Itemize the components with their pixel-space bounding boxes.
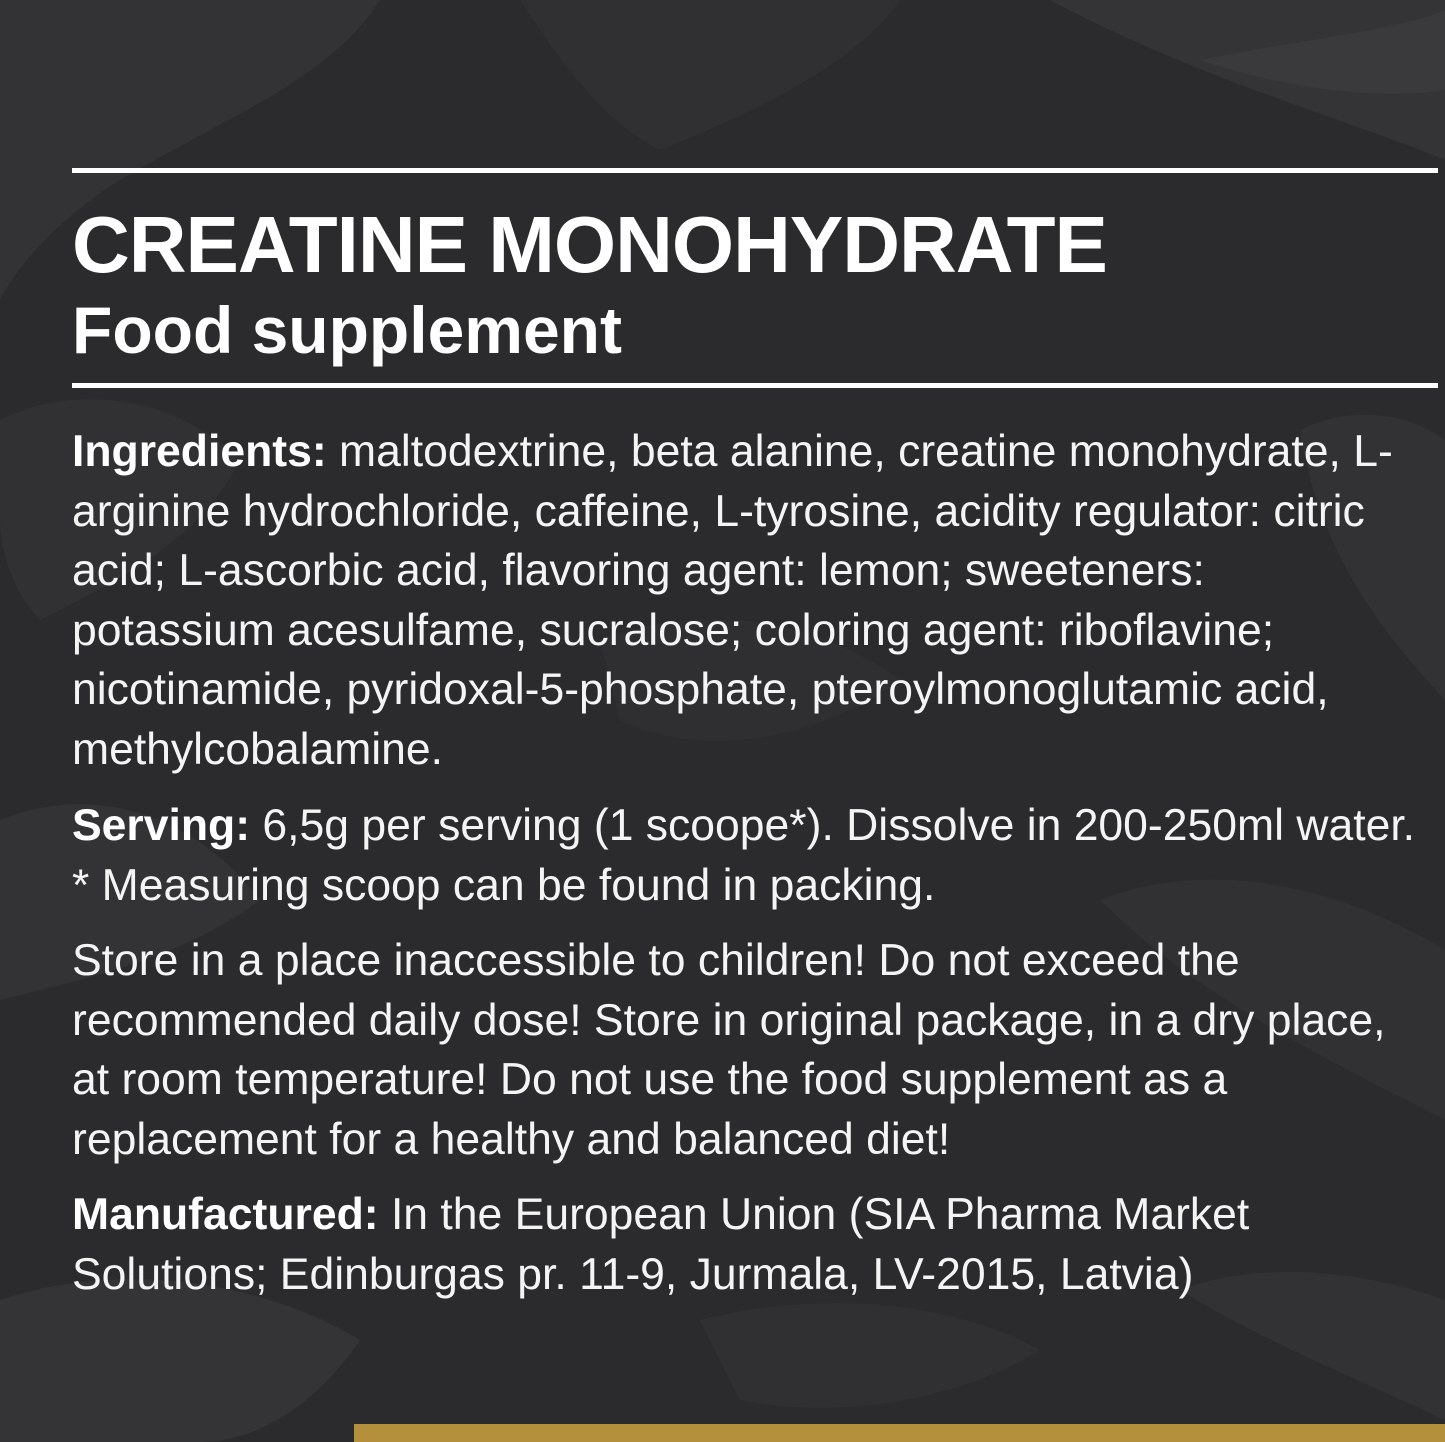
- serving-text: 6,5g per serving (1 scoope*). Dissolve in 200-250ml water. * Measuring scoop can be found in packing.: [72, 801, 1416, 910]
- product-subtitle: Food supplement: [72, 293, 622, 367]
- top-divider: [72, 168, 1438, 173]
- gold-accent-bar: [354, 1424, 1445, 1442]
- product-title: CREATINE MONOHYDRATE: [72, 200, 1107, 289]
- storage-warning-paragraph: Store in a place inaccessible to children! Do not exceed the recommended daily dose! Store in original package, in a dry place, at room temperature! Do not use the food supplement as a replacement for a healthy and balanced diet!: [72, 936, 1386, 1164]
- serving-label: Serving:: [72, 801, 251, 850]
- manufactured-label: Manufactured:: [72, 1190, 379, 1239]
- manufactured-text: In the European Union (SIA Pharma Market Solutions; Edinburgas pr. 11-9, Jurmala, LV-2015, Latvia): [72, 1190, 1250, 1299]
- ingredients-text: maltodextrine, beta alanine, creatine monohydrate, L-arginine hydrochloride, caffeine, L-tyrosine, acidity regulator: citric acid; L-ascorbic acid, flavoring agent: lemon; sweeteners: potassium acesulfame, sucralose; coloring agent: riboflavine; nicotinamide, pyridoxal-5-phosphate, pteroylmonoglutamic acid, methylcobalamine.: [72, 427, 1393, 774]
- serving-paragraph: [72, 796, 1417, 915]
- bottom-divider: [72, 383, 1438, 388]
- ingredients-label: Ingredients:: [72, 427, 327, 476]
- manufactured-paragraph: [72, 1185, 1417, 1304]
- ingredients-paragraph: [72, 422, 1417, 779]
